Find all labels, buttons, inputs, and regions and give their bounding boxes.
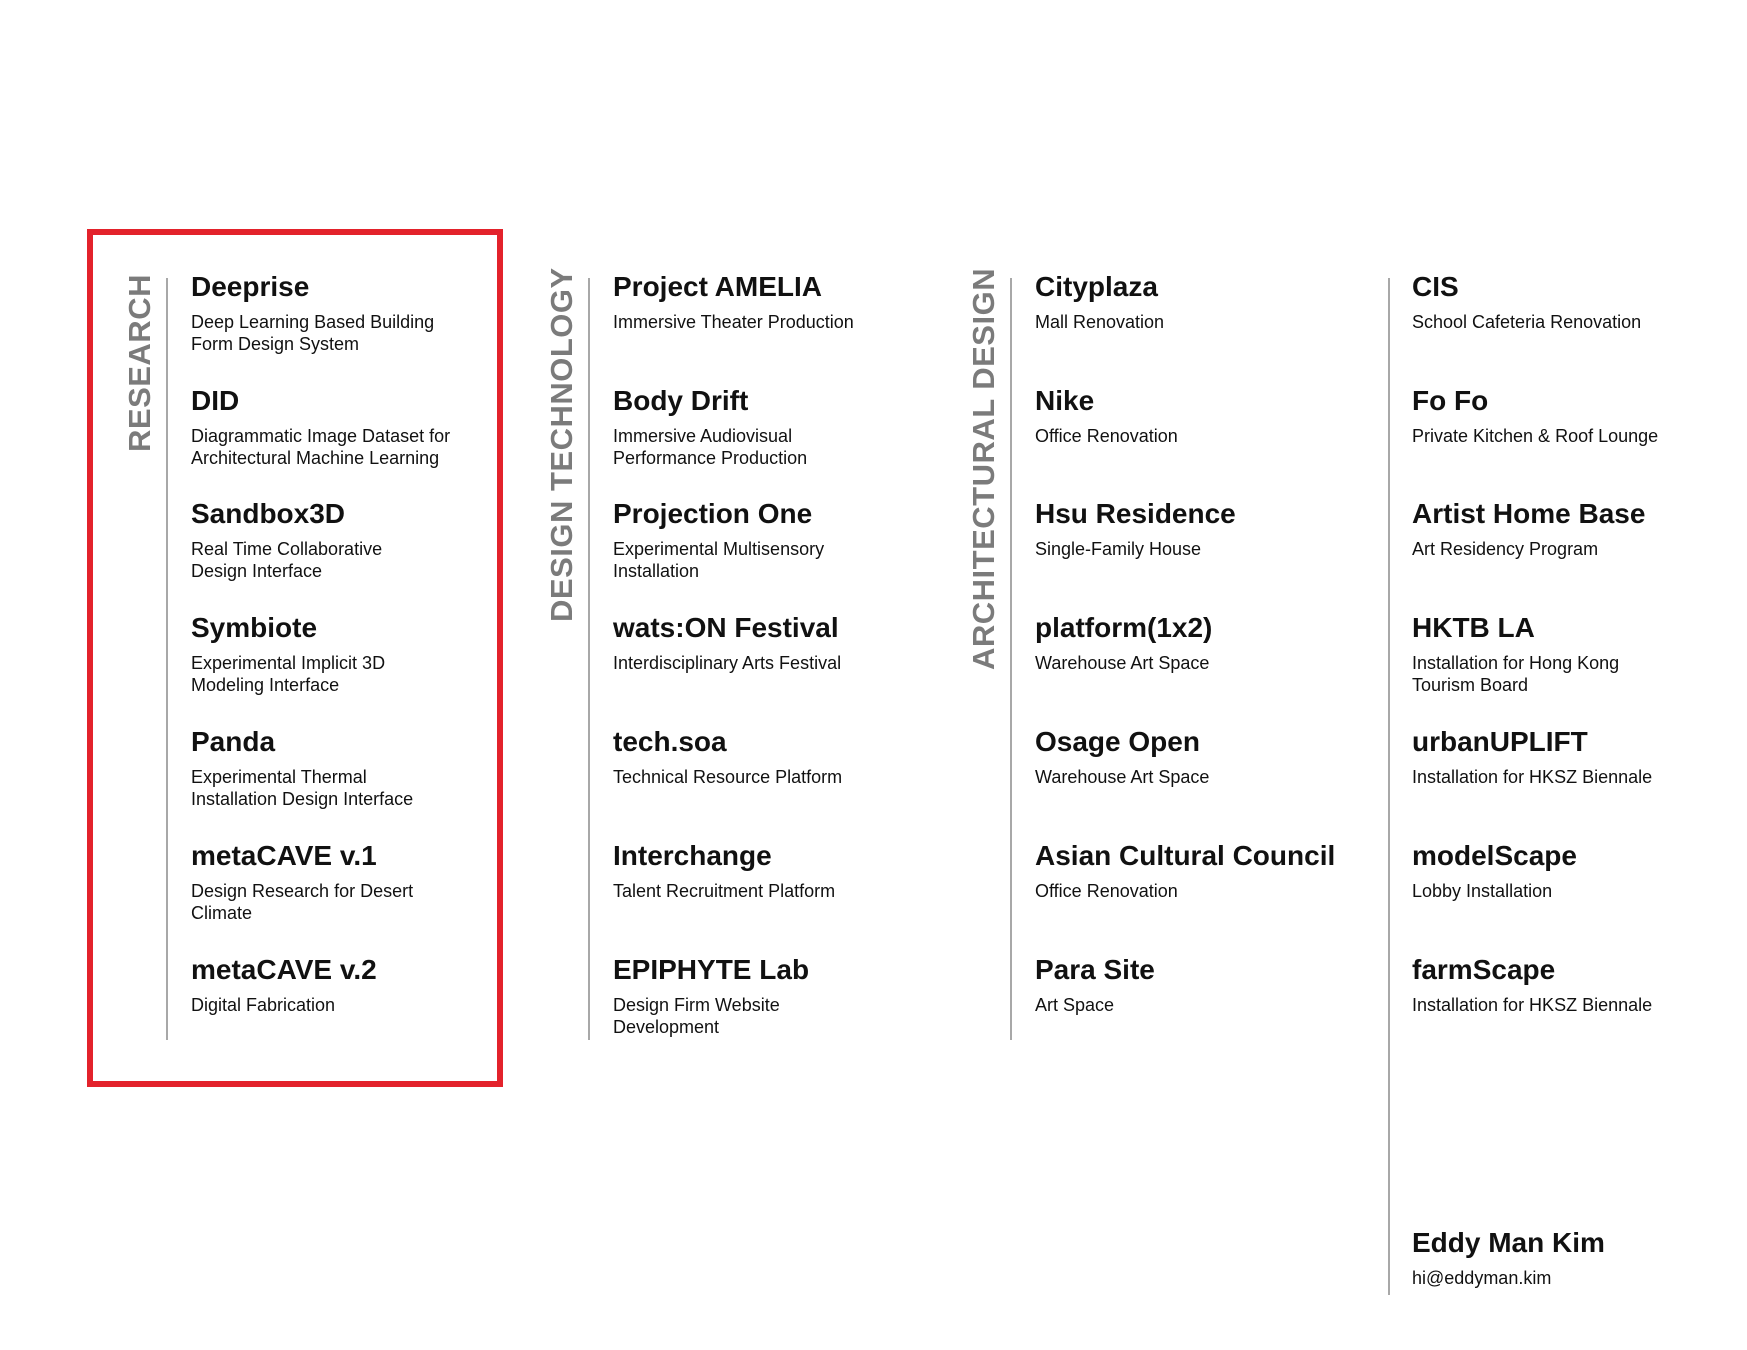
project-description: Mall Renovation — [1035, 312, 1165, 332]
project-item[interactable] — [613, 385, 943, 469]
project-item[interactable] — [613, 954, 943, 1038]
project-item[interactable] — [191, 954, 521, 1016]
project-title[interactable]: HKTB LA — [1412, 612, 1535, 643]
project-title[interactable]: Symbiote — [191, 612, 318, 643]
project-description: Deep Learning Based Building Form Design System — [191, 312, 435, 354]
project-description: Warehouse Art Space — [1035, 767, 1210, 787]
section-label-design-technology-text: DESIGN TECHNOLOGY — [544, 267, 579, 622]
project-title[interactable]: farmScape — [1412, 954, 1556, 985]
project-item[interactable] — [1412, 385, 1742, 447]
project-item[interactable] — [613, 840, 943, 902]
project-description: Technical Resource Platform — [613, 767, 843, 787]
project-description: Private Kitchen & Roof Lounge — [1412, 426, 1659, 446]
project-description: Design Research for Desert Climate — [191, 881, 414, 923]
project-item[interactable] — [1412, 498, 1742, 560]
project-item[interactable] — [191, 385, 521, 469]
project-title[interactable]: modelScape — [1412, 840, 1577, 871]
project-description: Single-Family House — [1035, 539, 1202, 559]
divider-design-technology — [588, 278, 590, 1040]
project-item[interactable] — [613, 726, 943, 788]
section-label-research-text: RESEARCH — [122, 274, 157, 452]
project-item[interactable] — [1412, 612, 1742, 696]
project-description: Experimental Thermal Installation Design Interface — [191, 767, 414, 809]
project-description: Lobby Installation — [1412, 881, 1553, 901]
project-title[interactable]: urbanUPLIFT — [1412, 726, 1588, 757]
project-description: Design Firm Website Development — [613, 995, 780, 1037]
project-title[interactable]: Panda — [191, 726, 276, 757]
project-description: Art Space — [1035, 995, 1115, 1015]
project-item[interactable] — [191, 498, 521, 582]
section-label-architectural-design-text: ARCHITECTURAL DESIGN — [966, 267, 1001, 670]
project-item[interactable] — [1035, 271, 1365, 333]
project-description: Art Residency Program — [1412, 539, 1599, 559]
project-description: Immersive Theater Production — [613, 312, 854, 332]
contact-name: Eddy Man Kim — [1412, 1227, 1605, 1258]
project-title[interactable]: Para Site — [1035, 954, 1155, 985]
project-item[interactable] — [613, 271, 943, 333]
project-item[interactable] — [1035, 612, 1365, 674]
project-title[interactable]: Deeprise — [191, 271, 310, 302]
project-title[interactable]: Body Drift — [613, 385, 749, 416]
project-title[interactable]: Hsu Residence — [1035, 498, 1236, 529]
contact-email-link[interactable]: hi@eddyman.kim — [1412, 1268, 1552, 1288]
project-title[interactable]: Cityplaza — [1035, 271, 1158, 302]
project-description: Office Renovation — [1035, 881, 1178, 901]
project-title[interactable]: platform(1x2) — [1035, 612, 1213, 643]
project-item[interactable] — [1412, 726, 1742, 788]
project-title[interactable]: Osage Open — [1035, 726, 1200, 757]
project-title[interactable]: wats:ON Festival — [613, 612, 839, 643]
project-title[interactable]: CIS — [1412, 271, 1459, 302]
project-description: Interdisciplinary Arts Festival — [613, 653, 842, 673]
divider-fourth-column — [1388, 278, 1390, 1295]
project-title[interactable]: Asian Cultural Council — [1035, 840, 1336, 871]
project-title[interactable]: Project AMELIA — [613, 271, 822, 302]
divider-research — [166, 278, 168, 1040]
project-item[interactable] — [191, 612, 521, 696]
project-description: Office Renovation — [1035, 426, 1178, 446]
project-description: Talent Recruitment Platform — [613, 881, 836, 901]
project-item[interactable] — [1412, 271, 1742, 333]
project-title[interactable]: EPIPHYTE Lab — [613, 954, 810, 985]
project-item[interactable] — [613, 498, 943, 582]
project-description: Installation for HKSZ Biennale — [1412, 995, 1653, 1015]
project-description: Diagrammatic Image Dataset for Architectural Machine Learning — [191, 426, 451, 468]
project-item[interactable] — [1035, 840, 1365, 902]
project-description: Immersive Audiovisual Performance Production — [613, 426, 808, 468]
project-description: Digital Fabrication — [191, 995, 336, 1015]
project-description: Experimental Implicit 3D Modeling Interface — [191, 653, 386, 695]
project-description: Experimental Multisensory Installation — [613, 539, 825, 581]
project-item[interactable] — [613, 612, 943, 674]
project-description: Warehouse Art Space — [1035, 653, 1210, 673]
project-title[interactable]: Artist Home Base — [1412, 498, 1646, 529]
project-title[interactable]: DID — [191, 385, 240, 416]
project-item[interactable] — [1412, 840, 1742, 902]
project-item[interactable] — [1412, 954, 1742, 1016]
project-item[interactable] — [1035, 385, 1365, 447]
project-description: Installation for Hong Kong Tourism Board — [1412, 653, 1620, 695]
project-item[interactable] — [1035, 954, 1365, 1016]
project-item[interactable] — [191, 726, 521, 810]
project-title[interactable]: Projection One — [613, 498, 813, 529]
project-title[interactable]: Fo Fo — [1412, 385, 1489, 416]
project-title[interactable]: metaCAVE v.1 — [191, 840, 377, 871]
contact-block — [1412, 1227, 1605, 1289]
project-description: School Cafeteria Renovation — [1412, 312, 1642, 332]
project-title[interactable]: metaCAVE v.2 — [191, 954, 377, 985]
project-description: Real Time Collaborative Design Interface — [191, 539, 383, 581]
project-item[interactable] — [1035, 726, 1365, 788]
project-item[interactable] — [191, 840, 521, 924]
project-title[interactable]: Interchange — [613, 840, 772, 871]
project-item[interactable] — [191, 271, 521, 355]
project-title[interactable]: Sandbox3D — [191, 498, 346, 529]
project-item[interactable] — [1035, 498, 1365, 560]
project-title[interactable]: tech.soa — [613, 726, 727, 757]
project-description: Installation for HKSZ Biennale — [1412, 767, 1653, 787]
divider-architectural-design — [1010, 278, 1012, 1040]
project-title[interactable]: Nike — [1035, 385, 1095, 416]
